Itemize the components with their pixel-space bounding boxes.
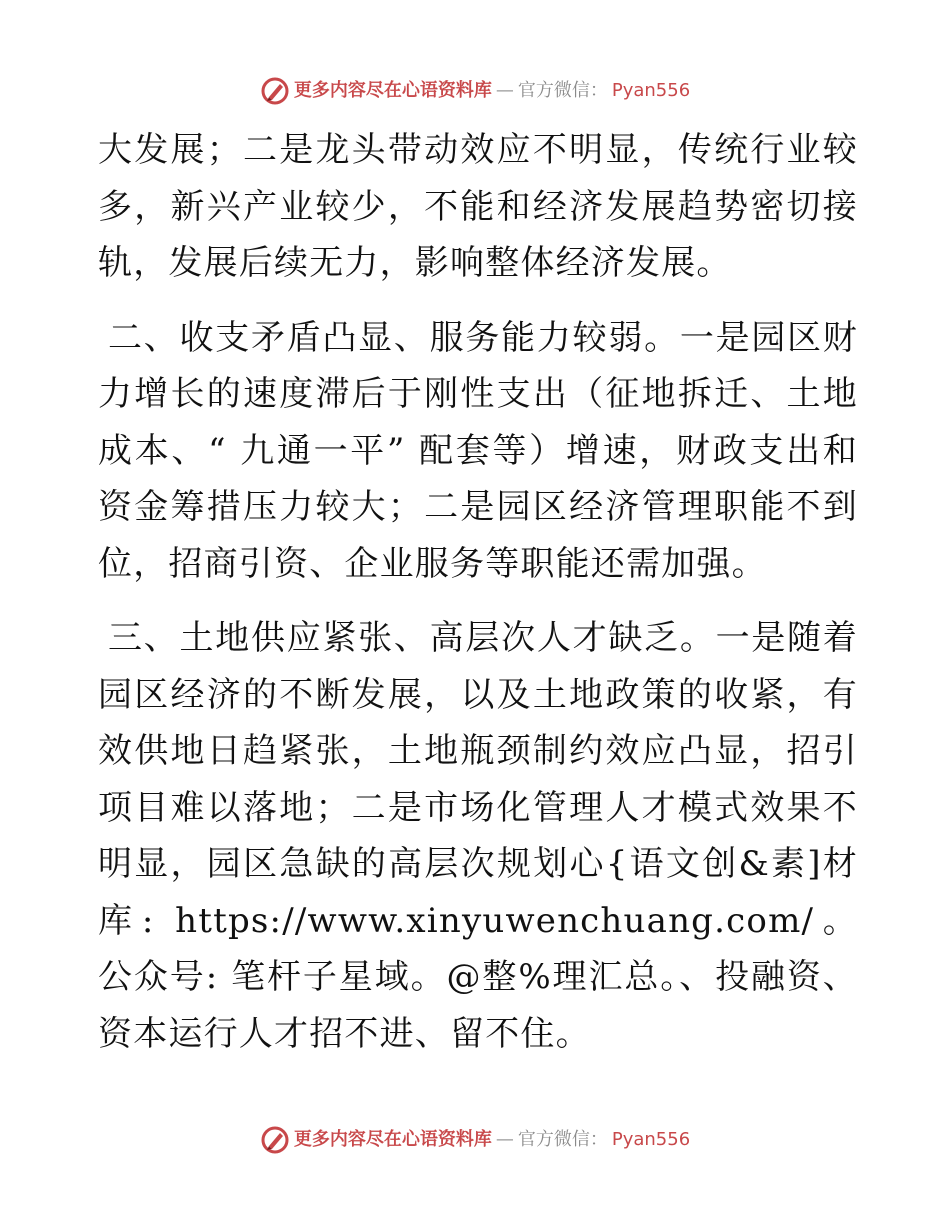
- pen-logo-icon: [260, 76, 290, 106]
- watermark-main-text: 更多内容尽在心语资料库: [293, 80, 492, 101]
- watermark-separator: —: [495, 1129, 514, 1150]
- watermark-separator: —: [495, 80, 514, 101]
- watermark-official-label: 官方微信：: [517, 80, 608, 101]
- document-body: [98, 122, 858, 1080]
- watermark-official-label: 官方微信：: [517, 1129, 608, 1150]
- paragraph-3: 三、土地供应紧张、高层次人才缺乏。一是随着园区经济的不断发展，以及土地政策的收紧，有效供地日趋紧张，土地瓶颈制约效应凸显，招引项目难以落地；二是市场化管理人才模式效果不明显，园区急缺的高层次规划心{语文创&素]材库: https://www.xinyuwenchuang.com/。公众号: 笔杆子星域。@整%理汇总。、投融资、资本运行人才招不进、留不住。: [98, 618, 858, 1054]
- paragraph-2: 二、收支矛盾凸显、服务能力较弱。一是园区财力增长的速度滞后于刚性支出（征地拆迁、土地成本、“ 九通一平” 配套等）增速，财政支出和资金筹措压力较大；二是园区经济管理职能不到位，招商引资、企业服务等职能还需加强。: [98, 317, 858, 584]
- footer-watermark: [0, 1125, 950, 1155]
- watermark-main-text: 更多内容尽在心语资料库: [293, 1129, 492, 1150]
- pen-logo-icon: [260, 1125, 290, 1155]
- watermark-handle: Pyan556: [611, 1129, 691, 1150]
- paragraph-1: 大发展；二是龙头带动效应不明显，传统行业较多，新兴产业较少，不能和经济发展趋势密切接轨，发展后续无力，影响整体经济发展。: [98, 130, 858, 283]
- header-watermark: [0, 76, 950, 106]
- watermark-handle: Pyan556: [611, 80, 691, 101]
